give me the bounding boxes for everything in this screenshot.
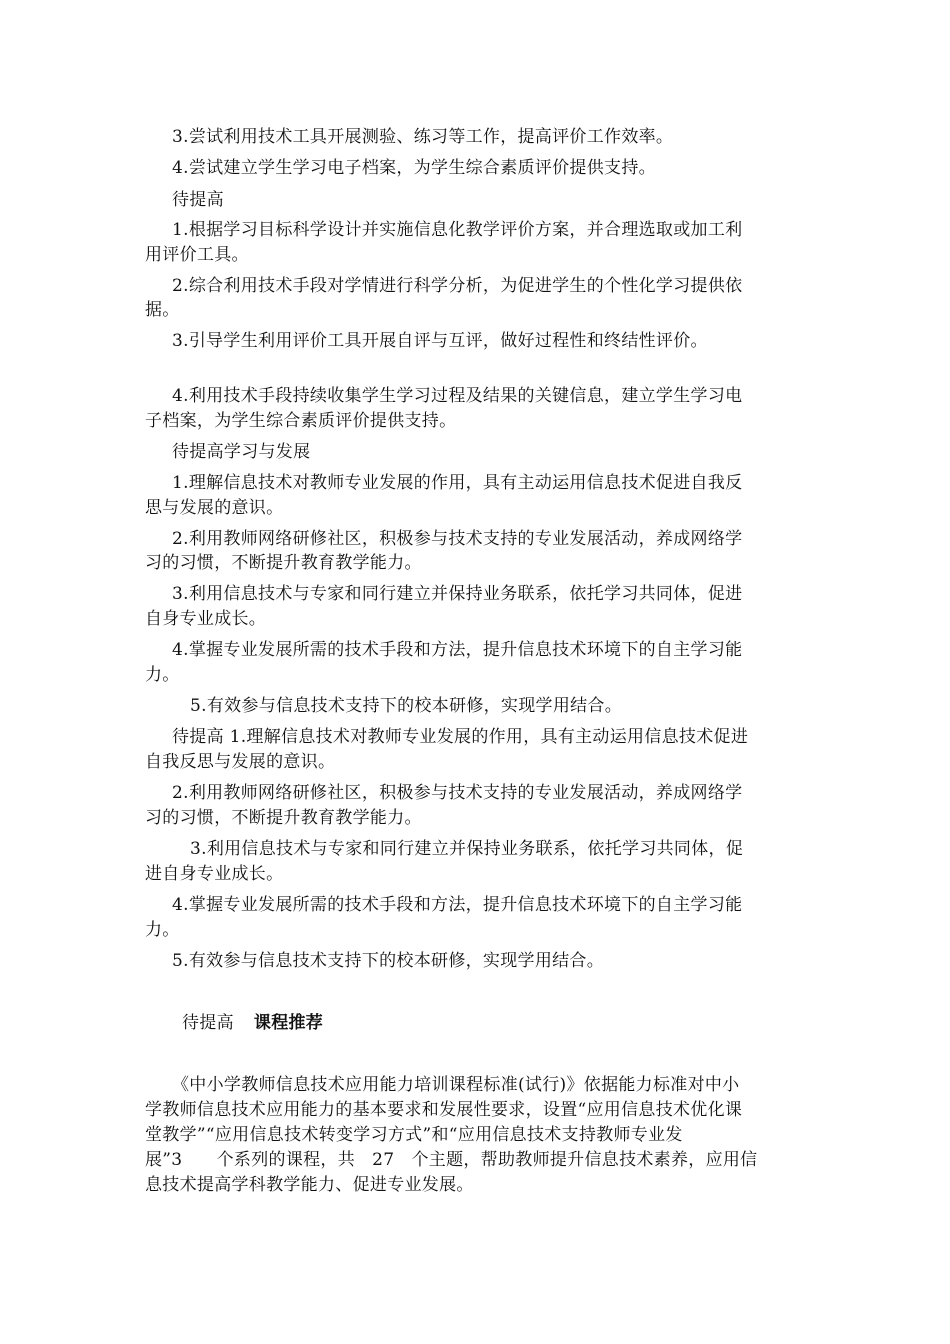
paragraph-line: 《中小学教师信息技术应用能力培训课程标准(试行)》依据能力标准对中小 <box>172 1075 740 1095</box>
text-line: 3.引导学生利用评价工具开展自评与互评，做好过程性和终结性评价。 <box>172 331 708 351</box>
text-line: 3.利用信息技术与专家和同行建立并保持业务联系，依托学习共同体，促进 <box>172 584 743 604</box>
text-line: 4.掌握专业发展所需的技术手段和方法，提升信息技术环境下的自主学习能 <box>172 895 743 915</box>
text-line: 子档案，为学生综合素质评价提供支持。 <box>145 411 457 431</box>
text-line: 待提高 1.理解信息技术对教师专业发展的作用，具有主动运用信息技术促进 <box>172 727 749 747</box>
text-line: 3.利用信息技术与专家和同行建立并保持业务联系，依托学习共同体，促 <box>190 839 744 859</box>
text-line: 习的习惯，不断提升教育教学能力。 <box>145 553 422 573</box>
text-line: 5.有效参与信息技术支持下的校本研修，实现学用结合。 <box>190 696 623 716</box>
text-line: 4.掌握专业发展所需的技术手段和方法，提升信息技术环境下的自主学习能 <box>172 640 743 660</box>
text-line: 2.利用教师网络研修社区，积极参与技术支持的专业发展活动，养成网络学 <box>172 529 743 549</box>
text-line: 力。 <box>145 665 180 685</box>
text-line: 1.根据学习目标科学设计并实施信息化教学评价方案，并合理选取或加工利 <box>172 220 743 240</box>
text-line: 3.尝试利用技术工具开展测验、练习等工作，提高评价工作效率。 <box>172 127 674 147</box>
text-line: 2.利用教师网络研修社区，积极参与技术支持的专业发展活动，养成网络学 <box>172 783 743 803</box>
paragraph-line: 息技术提高学科教学能力、促进专业发展。 <box>145 1175 474 1195</box>
text-line: 2.综合利用技术手段对学情进行科学分析，为促进学生的个性化学习提供依 <box>172 276 743 296</box>
text-line: 4.尝试建立学生学习电子档案，为学生综合素质评价提供支持。 <box>172 158 656 178</box>
text-line: 4.利用技术手段持续收集学生学习过程及结果的关键信息，建立学生学习电 <box>172 386 743 406</box>
paragraph-line: 学教师信息技术应用能力的基本要求和发展性要求，设置“应用信息技术优化课 <box>145 1100 743 1120</box>
section-title: 课程推荐 <box>253 1013 324 1033</box>
paragraph-line: 展”3 个系列的课程，共 27 个主题，帮助教师提升信息技术素养，应用信 <box>145 1150 758 1170</box>
paragraph-line: 堂教学”“应用信息技术转变学习方式”和“应用信息技术支持教师专业发 <box>145 1125 683 1145</box>
section-label: 待提高 <box>172 190 224 210</box>
text-line: 习的习惯，不断提升教育教学能力。 <box>145 808 422 828</box>
text-line: 自身专业成长。 <box>145 609 267 629</box>
text-line: 进自身专业成长。 <box>145 864 284 884</box>
text-line: 5.有效参与信息技术支持下的校本研修，实现学用结合。 <box>172 951 605 971</box>
section-heading <box>182 1011 323 1035</box>
text-line: 自我反思与发展的意识。 <box>145 752 336 772</box>
section-prefix: 待提高 <box>182 1013 234 1033</box>
text-line: 思与发展的意识。 <box>145 498 284 518</box>
text-line: 据。 <box>145 300 180 320</box>
section-label: 待提高学习与发展 <box>172 442 311 462</box>
text-line: 用评价工具。 <box>145 245 249 265</box>
text-line: 1.理解信息技术对教师专业发展的作用，具有主动运用信息技术促进自我反 <box>172 473 743 493</box>
text-line: 力。 <box>145 920 180 940</box>
